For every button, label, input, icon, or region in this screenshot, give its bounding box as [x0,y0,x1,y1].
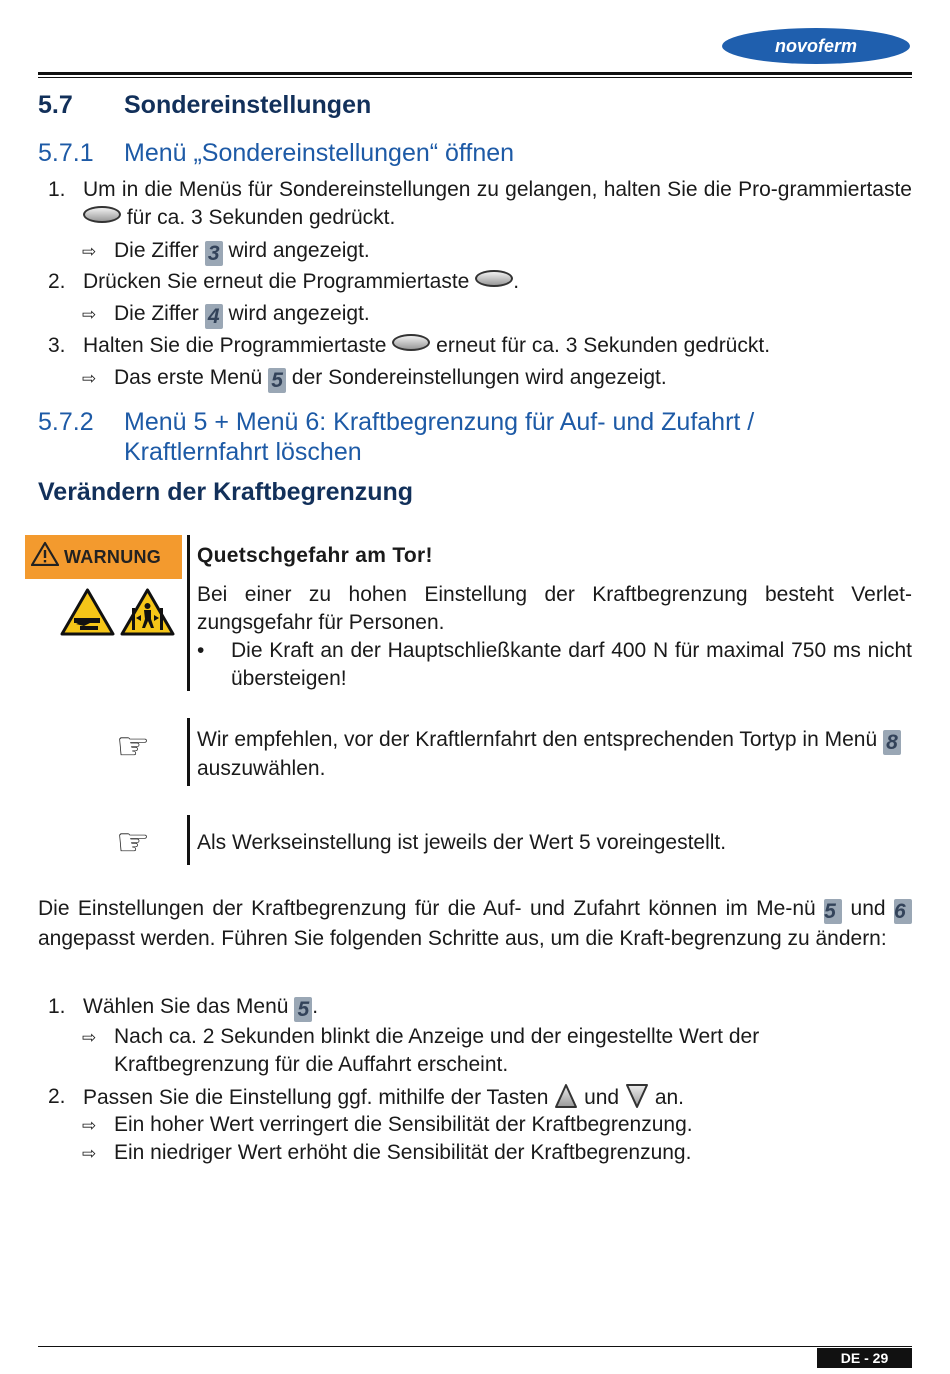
warning-bullet: Die Kraft an der Hauptschließkante darf 400 N für maximal 750 ms nicht übersteigen! [231,639,912,690]
note-text: auszuwählen. [197,757,326,780]
result-text: Nach ca. 2 Sekunden blinkt die Anzeige und der eingestellte Wert der Kraftbegrenzung für die Auffahrt erscheint. [114,1025,760,1076]
step-text: an. [654,1086,685,1109]
arrow-right-icon: ⇨ [82,1028,97,1047]
digit-display-icon: 4 [205,304,223,329]
arrow-right-icon: ⇨ [82,242,97,261]
result-text: wird angezeigt. [228,239,370,262]
step-3 [48,332,912,360]
digit-display-icon: 3 [205,241,223,266]
note-text: Wir empfehlen, vor der Kraftlernfahrt den entsprechenden Tortyp in Menü [197,728,878,751]
note-divider [187,815,190,865]
svg-text:novoferm: novoferm [774,36,858,56]
result-1 [82,237,912,266]
step-text: und [584,1086,620,1109]
subsection-title-line2: Kraftlernfahrt löschen [124,438,362,466]
bullet-icon: • [197,639,205,662]
program-button-icon [83,206,121,223]
arrow-right-icon: ⇨ [82,369,97,388]
warning-title: Quetschgefahr am Tor! [197,544,433,567]
para-text: angepasst werden. Führen Sie folgenden Schritte aus, um die Kraft-begrenzung zu ändern: [38,927,887,950]
result-text: Ein hoher Wert verringert die Sensibilität der Kraftbegrenzung. [114,1113,693,1136]
step-text: erneut für ca. 3 Sekunden gedrückt. [436,334,771,357]
result-text: Ein niedriger Wert erhöht die Sensibilität der Kraftbegrenzung. [114,1141,692,1164]
page-number: DE - 29 [817,1348,912,1368]
step-text: Wählen Sie das Menü [83,995,289,1018]
result-2 [82,300,912,329]
footer-rule [38,1346,912,1347]
subsection-heading-2 [38,407,754,467]
program-button-icon [475,270,513,287]
subsection-number: 5.7.1 [38,139,94,167]
step-text: Passen Sie die Einstellung ggf. mithilfe der Tasten [83,1086,549,1109]
warning-label: WARNUNG [64,547,162,567]
step-text: . [312,995,319,1018]
para-text: und [850,897,886,920]
settings-paragraph [38,894,912,954]
hand-crush-icon [60,588,115,636]
digit-display-icon: 5 [294,997,312,1022]
step2-2 [48,1083,912,1112]
result2-1 [82,1023,912,1079]
step-text: Um in die Menüs für Sondereinstellungen zu gelangen, halten Sie die Pro-grammiertaste [83,178,912,201]
person-crush-icon [120,588,175,636]
section-title: Sondereinstellungen [124,91,372,119]
result-text: Die Ziffer [114,239,199,262]
step-text: für ca. 3 Sekunden gedrückt. [126,206,396,229]
result-text: wird angezeigt. [228,302,370,325]
result2-2a [82,1111,912,1139]
pointing-hand-icon: ☞ [116,822,151,864]
subsection-title: Menü „Sondereinstellungen“ öffnen [124,139,515,167]
arrow-right-icon: ⇨ [82,305,97,324]
up-button-icon [554,1083,578,1109]
step-number: 1. [48,995,66,1018]
arrow-right-icon: ⇨ [82,1116,97,1135]
step-number: 2. [48,270,66,293]
warning-triangle-icon [31,541,59,566]
digit-display-icon: 6 [894,899,912,924]
down-button-icon [625,1083,649,1109]
warning-divider [187,535,190,691]
result-3 [82,364,912,393]
section-heading [38,91,371,120]
result-text: der Sondereinstellungen wird angezeigt. [291,366,667,389]
result-text: Das erste Menü [114,366,263,389]
digit-display-icon: 5 [824,899,842,924]
pointing-hand-icon: ☞ [116,726,151,768]
digit-display-icon: 5 [268,368,286,393]
subsection-title: Menü 5 + Menü 6: Kraftbegrenzung für Auf- und Zufahrt / [124,408,755,436]
step-number: 3. [48,334,66,357]
subheading-kraftbegrenzung: Verändern der Kraftbegrenzung [38,478,414,506]
section-number: 5.7 [38,91,73,119]
note-divider [187,718,190,786]
subsection-number: 5.7.2 [38,408,94,436]
header-rule-thin [38,77,912,78]
header-rule [38,72,912,75]
step-text: Drücken Sie erneut die Programmiertaste [83,270,470,293]
result2-2b [82,1139,912,1167]
step-text: Halten Sie die Programmiertaste [83,334,387,357]
step-2 [48,268,912,296]
para-text: Die Einstellungen der Kraftbegrenzung für die Auf- und Zufahrt können im Me-nü [38,897,816,920]
note-1 [197,726,912,783]
program-button-icon [392,334,430,351]
novoferm-logo [721,27,911,65]
step-1 [48,176,912,232]
step-text: . [513,270,520,293]
step-number: 2. [48,1085,66,1108]
result-text: Die Ziffer [114,302,199,325]
arrow-right-icon: ⇨ [82,1144,97,1163]
warning-body: Bei einer zu hohen Einstellung der Kraftbegrenzung besteht Verlet-zungsgefahr für Personen. [197,583,912,634]
step-number: 1. [48,178,66,201]
note-2: Als Werkseinstellung ist jeweils der Wert 5 voreingestellt. [197,831,727,854]
subsection-heading-1 [38,138,514,168]
digit-display-icon: 8 [883,730,901,755]
step2-1 [48,993,912,1022]
